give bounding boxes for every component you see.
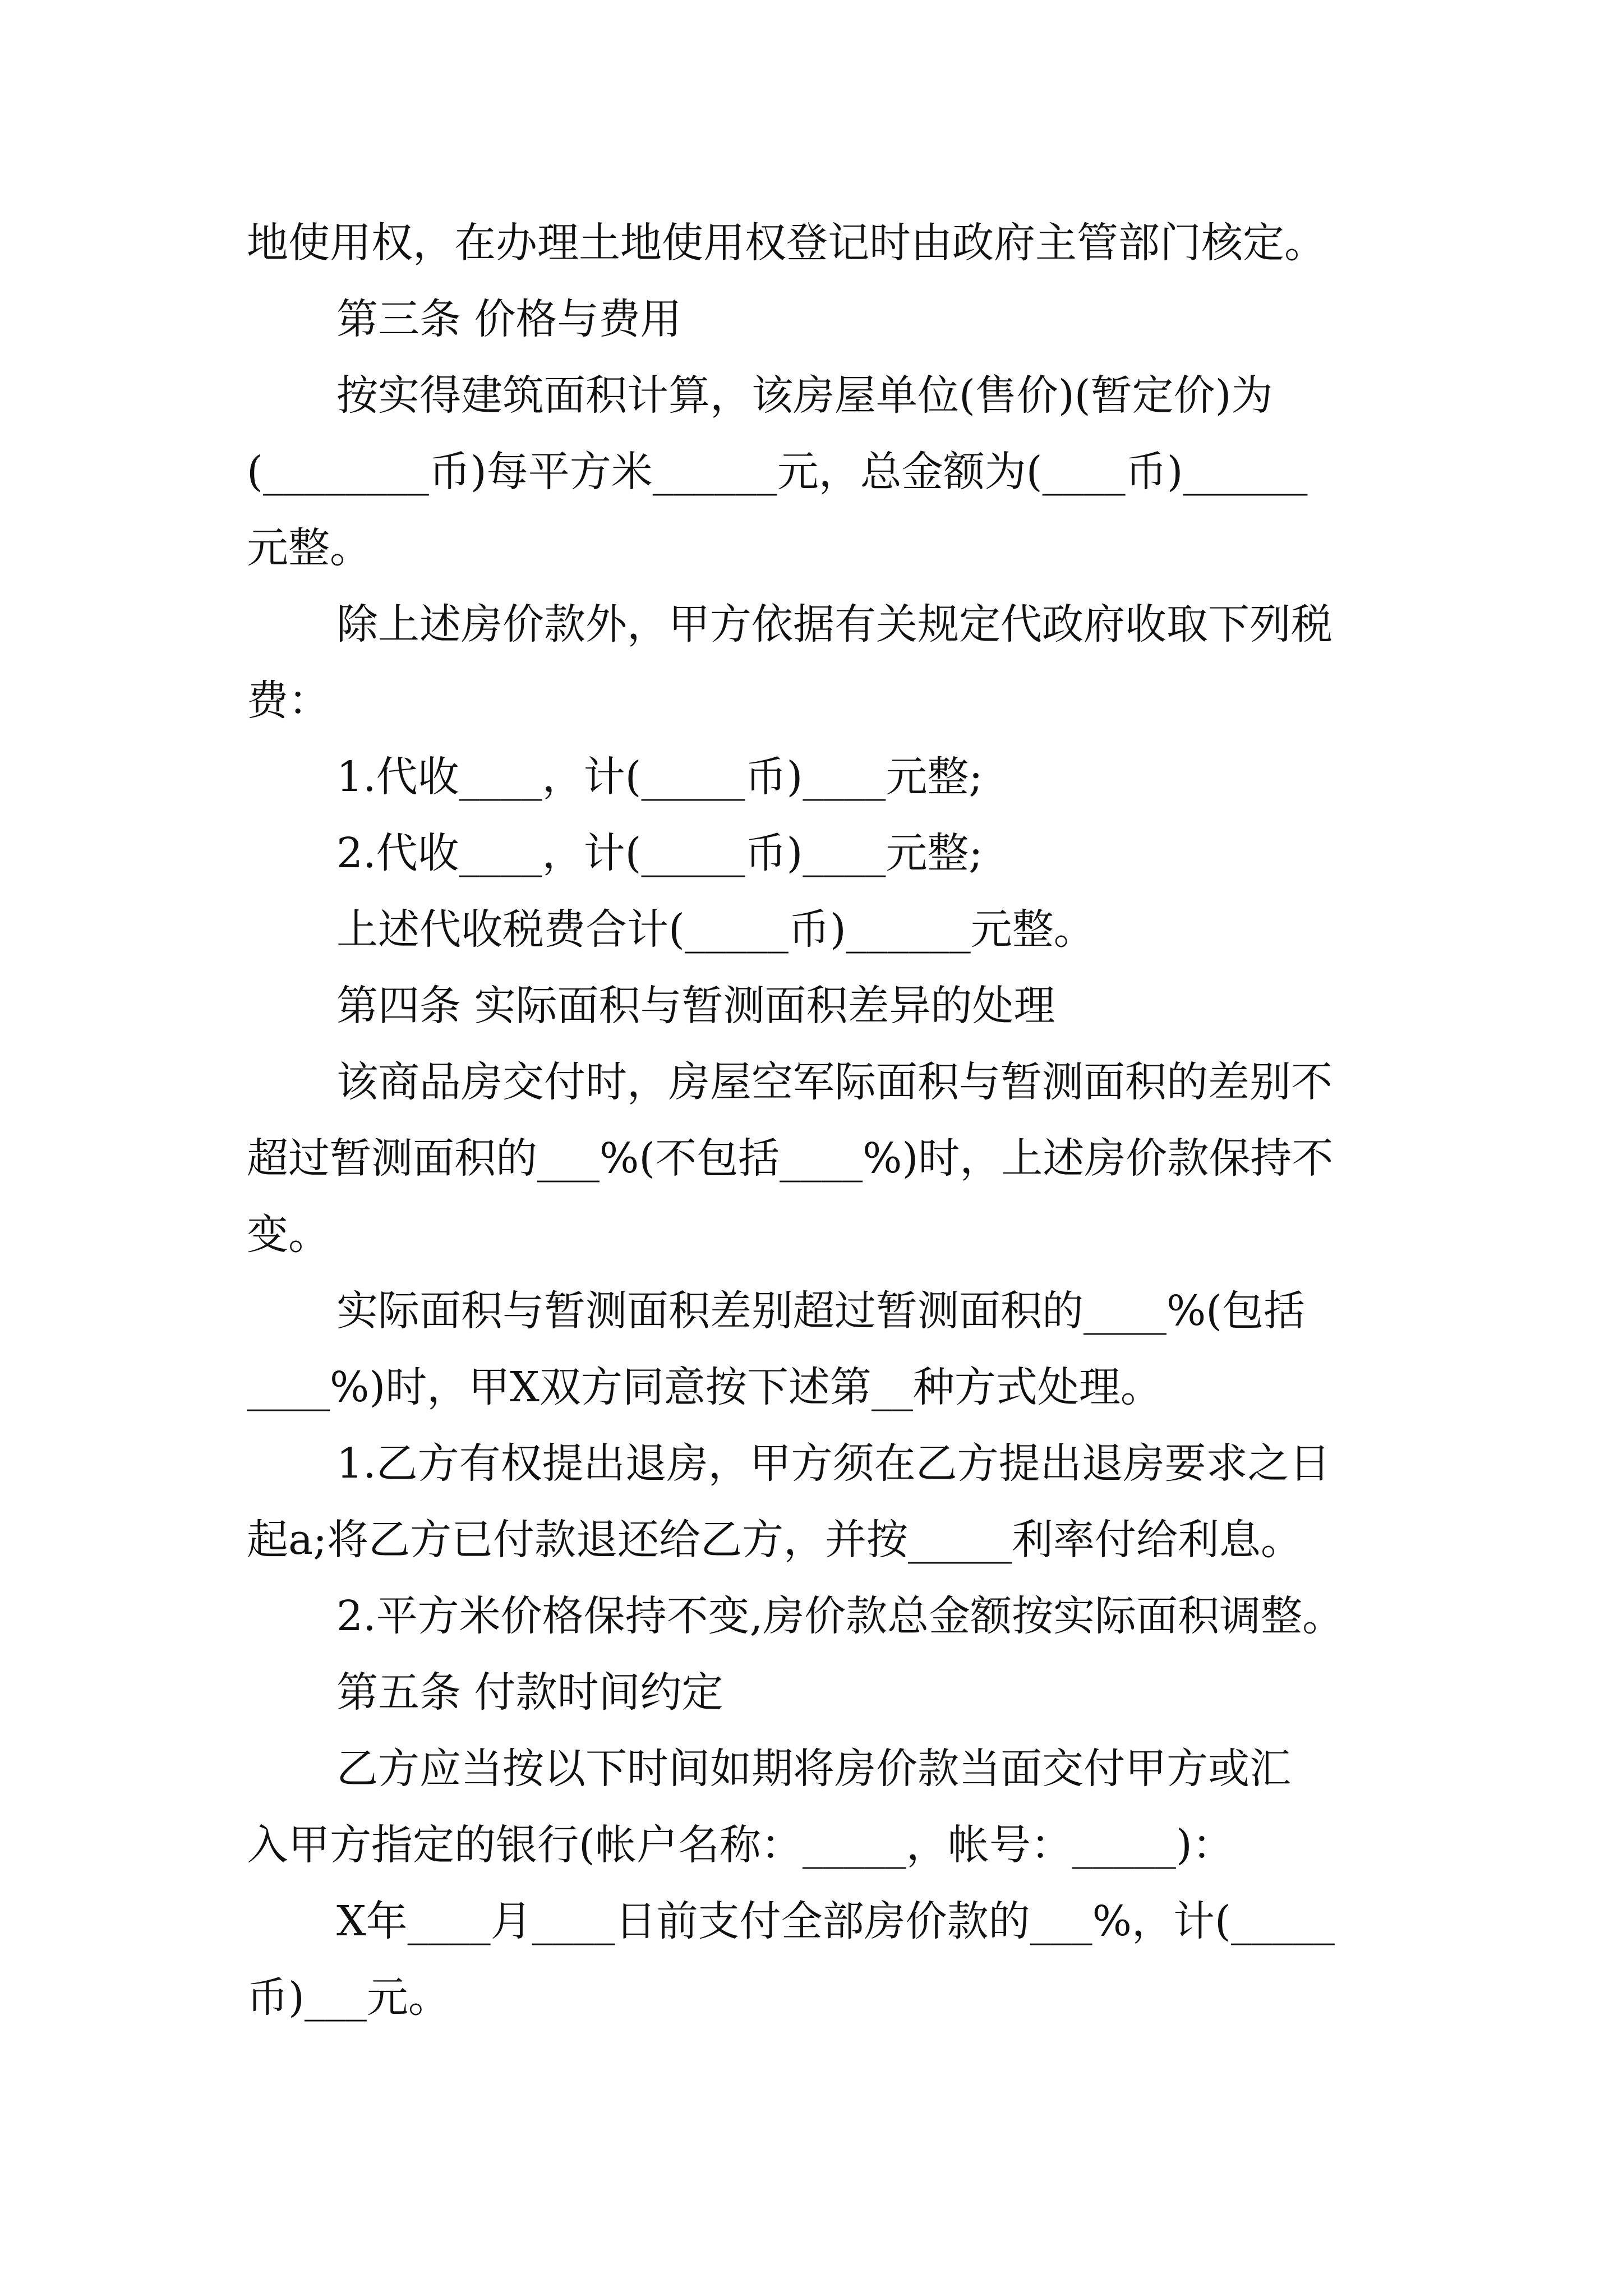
- article-5-heading: 第五条 付款时间约定: [336, 1668, 723, 1717]
- list-item: 2.平方米价格保持不变,房价款总金额按实际面积调整。: [336, 1592, 1344, 1640]
- list-item: 2.代收____，计(_____币)____元整;: [336, 829, 983, 877]
- text-line: (________币)每平方米______元，总金额为(____币)______: [247, 448, 1308, 496]
- document-body: [247, 205, 1385, 2036]
- article-4-heading: 第四条 实际面积与暂测面积差异的处理: [336, 982, 1055, 1030]
- text-line: 上述代收税费合计(_____币)______元整。: [336, 905, 1095, 954]
- text-line: 超过暂测面积的___%(不包括____%)时，上述房价款保持不: [247, 1134, 1334, 1182]
- text-line: ____%)时，甲X双方同意按下述第__种方式处理。: [247, 1363, 1162, 1411]
- text-line: 乙方应当按以下时间如期将房价款当面交付甲方或汇: [336, 1745, 1291, 1793]
- list-item: 1.乙方有权提出退房，甲方须在乙方提出退房要求之日: [336, 1439, 1331, 1488]
- text-line: 除上述房价款外，甲方依据有关规定代政府收取下列税: [336, 600, 1332, 648]
- text-line: 该商品房交付时，房屋空军际面积与暂测面积的差别不: [336, 1058, 1332, 1106]
- text-line: 入甲方指定的银行(帐户名称：_____，帐号：_____)：: [247, 1821, 1234, 1869]
- article-3-heading: 第三条 价格与费用: [336, 295, 682, 343]
- text-line: X年____月____日前支付全部房价款的___%，计(_____: [336, 1897, 1335, 1945]
- list-item: 1.代收____，计(_____币)____元整;: [336, 753, 983, 801]
- text-line: 地使用权，在办理土地使用权登记时由政府主管部门核定。: [247, 219, 1326, 267]
- text-line: 变。: [247, 1211, 330, 1259]
- text-line: 费：: [247, 677, 330, 725]
- text-line: 起a;将乙方已付款退还给乙方，并按_____利率付给利息。: [247, 1516, 1303, 1564]
- text-line: 实际面积与暂测面积差别超过暂测面积的____%(包括: [336, 1287, 1306, 1335]
- text-line: 按实得建筑面积计算，该房屋单位(售价)(暂定价)为: [336, 371, 1273, 420]
- text-line: 币)___元。: [247, 1973, 450, 2022]
- text-line: 元整。: [247, 524, 371, 572]
